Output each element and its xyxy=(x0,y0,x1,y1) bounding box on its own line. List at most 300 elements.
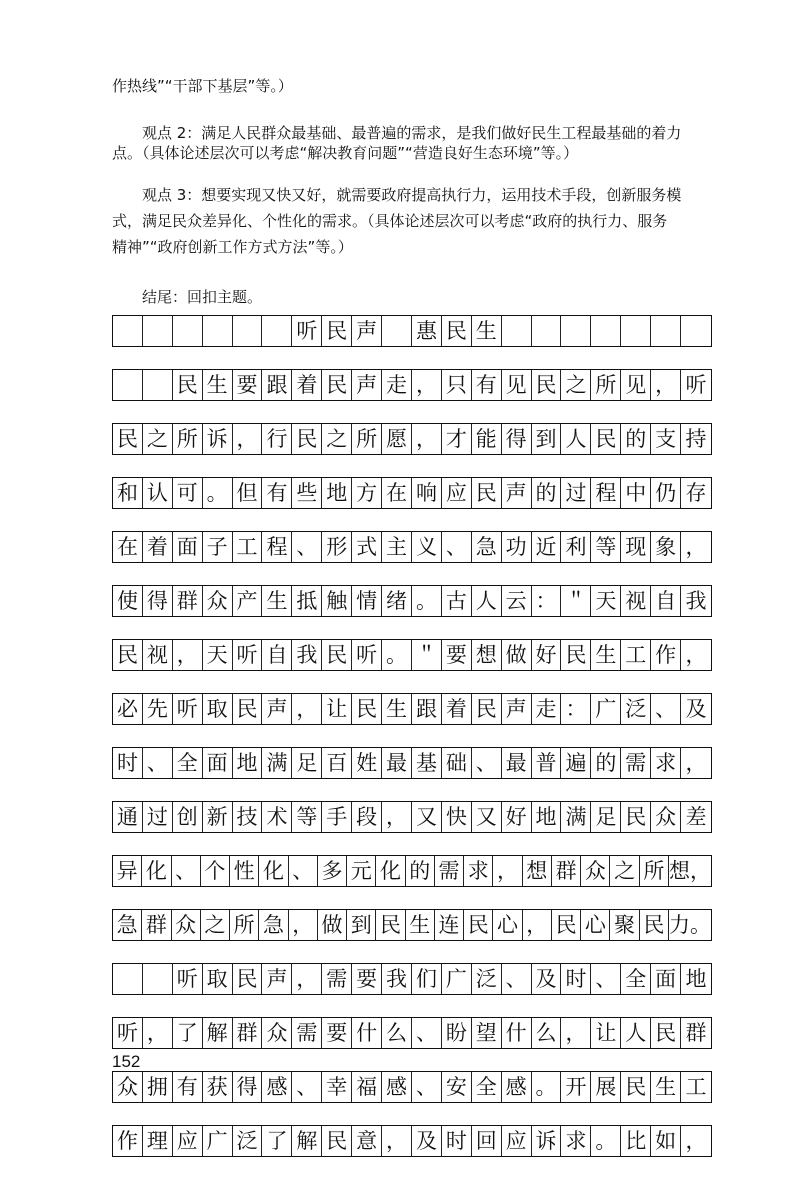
grid-cell: 功 xyxy=(502,532,532,562)
grid-cell: 听 xyxy=(233,640,263,670)
grid-cell: 泛 xyxy=(472,964,502,994)
grid-cell: ， xyxy=(233,424,263,454)
grid-cell: 主 xyxy=(382,532,412,562)
grid-cell: 普 xyxy=(532,748,562,778)
grid-cell: 持 xyxy=(685,426,707,451)
grid-cell: 存 xyxy=(685,480,707,505)
grid-cell: 响 xyxy=(412,478,442,508)
grid-cell: 群 xyxy=(173,586,203,616)
grid-cell: 术 xyxy=(262,802,292,832)
grid-cell: 情 xyxy=(352,586,382,616)
grid-cell: 作 xyxy=(113,1126,143,1156)
grid-cell: 诉 xyxy=(203,424,233,454)
grid-cell: 又 xyxy=(472,802,502,832)
grid-cell: 近 xyxy=(532,532,562,562)
grid-cell: 、 xyxy=(651,694,681,724)
grid-cell: 抵 xyxy=(292,586,322,616)
grid-cell: 、 xyxy=(143,748,173,778)
grid-cell: ， xyxy=(289,910,318,940)
grid-cell: ， xyxy=(493,856,522,886)
point-2-line-2: 点。（具体论述层次可以考虑“解决教育问题”“营造良好生态环境”等。） xyxy=(112,144,579,162)
grid-cell: 时 xyxy=(561,964,591,994)
grid-cell: 化 xyxy=(376,856,405,886)
grid-cell: 足 xyxy=(292,748,322,778)
grid-cell: 。 xyxy=(382,640,412,670)
grid-cell: 民 xyxy=(352,694,382,724)
grid-cell: 需 xyxy=(322,964,352,994)
grid-cell: 了 xyxy=(173,1018,203,1048)
grid-cell: 个 xyxy=(201,856,230,886)
grid-cell: 着 xyxy=(442,694,472,724)
grid-cell: 民 xyxy=(561,640,591,670)
grid-cell: 新 xyxy=(203,802,233,832)
grid-cell: 要 xyxy=(233,370,263,400)
grid-cell: 使 xyxy=(113,586,143,616)
grid-cell: 想 xyxy=(472,640,502,670)
grid-cell: 元 xyxy=(347,856,376,886)
grid-cell: 声 xyxy=(262,694,292,724)
grid-cell: 得 xyxy=(143,586,173,616)
grid-cell: 走 xyxy=(532,694,562,724)
grid-cell: 。 xyxy=(203,478,233,508)
grid-cell: 想 xyxy=(523,856,552,886)
grid-cell: 、 xyxy=(412,1072,442,1102)
point-3-line-1: 观点 3：想要实现又快又好，就需要政府提高执行力，运用技术手段，创新服务模 xyxy=(142,186,682,204)
grid-cell: 生 xyxy=(406,910,435,940)
grid-cell: 做 xyxy=(318,910,347,940)
grid-cell: 所 xyxy=(230,910,259,940)
grid-cell: 民 xyxy=(292,424,322,454)
grid-cell: 民 xyxy=(322,370,352,400)
grid-cell: 获 xyxy=(203,1072,233,1102)
grid-cell: 化 xyxy=(142,856,171,886)
grid-cell: 让 xyxy=(322,694,352,724)
grid-cell: 古 xyxy=(442,586,472,616)
grid-cell: 民 xyxy=(322,640,352,670)
grid-cell: 群 xyxy=(233,1018,263,1048)
grid-cell: 及 xyxy=(532,964,562,994)
grid-cell: 解 xyxy=(292,1126,322,1156)
grid-cell: 行 xyxy=(262,424,292,454)
grid-cell: 比 xyxy=(621,1126,651,1156)
grid-cell: 和 xyxy=(113,478,143,508)
grid-cell: 的 xyxy=(406,856,435,886)
grid-cell: 求 xyxy=(561,1126,591,1156)
grid-cell: 泛 xyxy=(233,1126,263,1156)
grid-cell: 快 xyxy=(442,802,472,832)
grid-cell: 触 xyxy=(322,586,352,616)
grid-cell: 民 xyxy=(113,640,143,670)
grid-cell: 、 xyxy=(472,748,502,778)
grid-cell xyxy=(233,316,263,346)
grid-cell: 生 xyxy=(382,694,412,724)
grid-row xyxy=(112,315,712,347)
grid-cell: 的 xyxy=(532,478,562,508)
grid-cell: 之 xyxy=(561,370,591,400)
grid-cell xyxy=(561,316,591,346)
grid-cell: 中 xyxy=(621,478,651,508)
grid-cell: 手 xyxy=(322,802,352,832)
grid-cell: 需 xyxy=(292,1018,322,1048)
grid-cell: 广 xyxy=(442,964,472,994)
grid-cell: 取 xyxy=(203,964,233,994)
grid-cell xyxy=(382,316,412,346)
grid-cell: 生 xyxy=(651,1072,681,1102)
grid-cell: 回 xyxy=(472,1126,502,1156)
grid-cell: 想， xyxy=(669,858,711,883)
grid-cell: 绪 xyxy=(382,586,412,616)
grid-row xyxy=(112,477,712,509)
grid-cell: 只 xyxy=(442,370,472,400)
grid-cell: 民 xyxy=(233,694,263,724)
grid-cell: 。 xyxy=(591,1126,621,1156)
grid-cell: ， xyxy=(685,1128,707,1153)
grid-cell xyxy=(143,316,173,346)
essay-grid xyxy=(112,315,712,1179)
grid-cell: 求 xyxy=(464,856,493,886)
grid-row xyxy=(112,963,712,995)
grid-cell: 需 xyxy=(435,856,464,886)
grid-cell: 认 xyxy=(143,478,173,508)
grid-cell: 求 xyxy=(651,748,681,778)
grid-cell: ， xyxy=(292,694,322,724)
grid-cell: 要 xyxy=(352,964,382,994)
grid-cell: 时 xyxy=(442,1126,472,1156)
grid-cell: 象 xyxy=(651,532,681,562)
grid-cell: 听 xyxy=(352,640,382,670)
grid-cell xyxy=(113,316,143,346)
grid-row xyxy=(112,855,712,887)
grid-cell: 姓 xyxy=(352,748,382,778)
grid-cell: ， xyxy=(382,802,412,832)
grid-cell: 必 xyxy=(113,694,143,724)
grid-cell: 地 xyxy=(233,748,263,778)
grid-cell: 才 xyxy=(442,424,472,454)
grid-cell: 什 xyxy=(352,1018,382,1048)
grid-cell: 民 xyxy=(621,1072,651,1102)
grid-cell: 所 xyxy=(640,856,669,886)
grid-cell: 听 xyxy=(113,1018,143,1048)
grid-cell: 着 xyxy=(292,370,322,400)
grid-cell: 工 xyxy=(685,1074,707,1099)
grid-cell: 形 xyxy=(322,532,352,562)
grid-cell: 声 xyxy=(352,316,382,346)
grid-cell: 化 xyxy=(259,856,288,886)
grid-cell: 应 xyxy=(173,1126,203,1156)
grid-cell: 跟 xyxy=(262,370,292,400)
grid-cell: 声 xyxy=(502,478,532,508)
grid-row xyxy=(112,747,712,779)
grid-cell: 得 xyxy=(233,1072,263,1102)
grid-cell: 生 xyxy=(472,316,502,346)
grid-cell xyxy=(591,316,621,346)
grid-cell: 众 xyxy=(172,910,201,940)
grid-cell: 应 xyxy=(442,478,472,508)
grid-cell: 视 xyxy=(621,586,651,616)
grid-cell: 什 xyxy=(502,1018,532,1048)
grid-cell: ＂ xyxy=(561,586,591,616)
grid-cell: ， xyxy=(523,910,552,940)
grid-cell: 但 xyxy=(233,478,263,508)
grid-cell: 有 xyxy=(262,478,292,508)
grid-row xyxy=(112,1071,712,1103)
grid-cell: 得 xyxy=(502,424,532,454)
grid-cell: 民 xyxy=(651,1018,681,1048)
grid-row xyxy=(112,369,712,401)
grid-row xyxy=(112,1125,712,1157)
grid-row xyxy=(112,801,712,833)
grid-row xyxy=(112,909,712,941)
grid-cell: ， xyxy=(382,1126,412,1156)
grid-cell: 的 xyxy=(621,424,651,454)
grid-cell: 要 xyxy=(322,1018,352,1048)
grid-cell: 众 xyxy=(262,1018,292,1048)
grid-cell: 面 xyxy=(651,964,681,994)
point-2-text xyxy=(112,123,712,163)
grid-cell: 众 xyxy=(651,802,681,832)
grid-cell: ， xyxy=(412,370,442,400)
grid-cell: 感 xyxy=(262,1072,292,1102)
grid-cell: 全 xyxy=(173,748,203,778)
grid-cell: ， xyxy=(143,1018,173,1048)
grid-cell: 仍 xyxy=(651,478,681,508)
grid-cell: 解 xyxy=(203,1018,233,1048)
grid-cell: 等 xyxy=(591,532,621,562)
grid-cell: 连 xyxy=(435,910,464,940)
grid-cell: 义 xyxy=(412,532,442,562)
grid-cell xyxy=(262,316,292,346)
grid-cell: 聚 xyxy=(610,910,639,940)
point-3-line-2: 式，满足民众差异化、个性化的需求。（具体论述层次可以考虑“政府的执行力、服务 xyxy=(112,212,668,230)
grid-cell: ， xyxy=(412,424,442,454)
grid-cell: 感 xyxy=(382,1072,412,1102)
grid-cell: 听 xyxy=(685,372,707,397)
grid-cell: 应 xyxy=(502,1126,532,1156)
grid-cell: 云 xyxy=(502,586,532,616)
grid-cell: 工 xyxy=(621,640,651,670)
grid-cell: 方 xyxy=(352,478,382,508)
grid-row xyxy=(112,585,712,617)
grid-cell: 础 xyxy=(442,748,472,778)
grid-cell: 性 xyxy=(230,856,259,886)
grid-cell: 天 xyxy=(203,640,233,670)
grid-cell: 、 xyxy=(591,964,621,994)
grid-cell: 感 xyxy=(502,1072,532,1102)
grid-cell: 如 xyxy=(651,1126,681,1156)
grid-cell: ， xyxy=(685,642,707,667)
grid-cell xyxy=(532,316,562,346)
grid-cell xyxy=(502,316,532,346)
grid-cell: 着 xyxy=(143,532,173,562)
grid-cell: 众 xyxy=(203,586,233,616)
grid-cell: 、 xyxy=(172,856,201,886)
grid-cell: 视 xyxy=(143,640,173,670)
grid-cell: 望 xyxy=(472,1018,502,1048)
grid-cell: 所 xyxy=(352,424,382,454)
grid-cell: ， xyxy=(561,1018,591,1048)
grid-cell: 安 xyxy=(442,1072,472,1102)
grid-cell: 走 xyxy=(382,370,412,400)
grid-cell: 展 xyxy=(591,1072,621,1102)
grid-cell: 所 xyxy=(173,424,203,454)
grid-cell: 作 xyxy=(651,640,681,670)
grid-cell: 之 xyxy=(610,856,639,886)
grid-cell: 要 xyxy=(442,640,472,670)
grid-cell: 自 xyxy=(262,640,292,670)
grid-cell: 民 xyxy=(173,370,203,400)
grid-cell: 先 xyxy=(143,694,173,724)
grid-cell: 么 xyxy=(382,1018,412,1048)
grid-cell: 声 xyxy=(502,694,532,724)
grid-cell: 民 xyxy=(621,802,651,832)
grid-cell: 满 xyxy=(262,748,292,778)
grid-row xyxy=(112,531,712,563)
grid-cell: 民 xyxy=(376,910,405,940)
grid-cell: 生 xyxy=(591,640,621,670)
grid-cell: 等 xyxy=(292,802,322,832)
grid-cell: 。 xyxy=(412,586,442,616)
grid-cell: 些 xyxy=(292,478,322,508)
point-3-line-3: 精神”“政府创新工作方式方法”等。） xyxy=(112,238,353,256)
grid-cell: 需 xyxy=(621,748,651,778)
grid-cell xyxy=(143,370,173,400)
grid-cell: 好 xyxy=(532,640,562,670)
grid-cell: 了 xyxy=(262,1126,292,1156)
grid-cell: 可 xyxy=(173,478,203,508)
grid-cell xyxy=(143,964,173,994)
grid-cell: 差 xyxy=(685,804,707,829)
grid-cell: 段 xyxy=(352,802,382,832)
grid-cell: 。 xyxy=(532,1072,562,1102)
grid-cell: 及 xyxy=(685,696,707,721)
grid-cell: 地 xyxy=(685,966,707,991)
grid-cell: ： xyxy=(561,694,591,724)
grid-cell: 技 xyxy=(233,802,263,832)
grid-cell: 创 xyxy=(173,802,203,832)
grid-cell: 利 xyxy=(561,532,591,562)
grid-cell: 生 xyxy=(203,370,233,400)
grid-cell: 声 xyxy=(262,964,292,994)
grid-cell: 满 xyxy=(561,802,591,832)
grid-cell: 及 xyxy=(412,1126,442,1156)
grid-cell: 、 xyxy=(289,856,318,886)
grid-cell: 意 xyxy=(352,1126,382,1156)
grid-cell: 民 xyxy=(322,1126,352,1156)
grid-cell: 开 xyxy=(561,1072,591,1102)
grid-cell: 程 xyxy=(591,478,621,508)
grid-cell: 跟 xyxy=(412,694,442,724)
grid-cell: 最 xyxy=(382,748,412,778)
grid-cell: 听 xyxy=(173,694,203,724)
grid-cell: 民 xyxy=(464,910,493,940)
grid-cell: 心 xyxy=(493,910,522,940)
grid-cell xyxy=(621,316,651,346)
grid-cell: 、 xyxy=(442,532,472,562)
grid-cell: 民 xyxy=(640,910,669,940)
grid-cell: 民 xyxy=(532,370,562,400)
grid-cell: 盼 xyxy=(442,1018,472,1048)
grid-cell: 有 xyxy=(472,370,502,400)
grid-cell: 声 xyxy=(352,370,382,400)
grid-cell: 惠 xyxy=(412,316,442,346)
grid-cell: 人 xyxy=(561,424,591,454)
grid-cell: 能 xyxy=(472,424,502,454)
grid-cell: 天 xyxy=(591,586,621,616)
grid-cell: 全 xyxy=(472,1072,502,1102)
grid-cell: 民 xyxy=(591,424,621,454)
grid-cell: 诉 xyxy=(532,1126,562,1156)
grid-cell: 基 xyxy=(412,748,442,778)
grid-cell: 通 xyxy=(113,802,143,832)
grid-cell: 见 xyxy=(621,370,651,400)
grid-cell: ， xyxy=(173,640,203,670)
grid-cell: 之 xyxy=(201,910,230,940)
intro-line: 作热线”“干部下基层”等。） xyxy=(112,77,293,95)
grid-cell: 做 xyxy=(502,640,532,670)
grid-cell: 取 xyxy=(203,694,233,724)
grid-cell: 生 xyxy=(262,586,292,616)
grid-cell: 民 xyxy=(442,316,472,346)
grid-cell xyxy=(681,316,711,346)
grid-cell: 心 xyxy=(581,910,610,940)
grid-cell: 多 xyxy=(318,856,347,886)
grid-cell: 地 xyxy=(322,478,352,508)
grid-cell xyxy=(173,316,203,346)
grid-cell: 我 xyxy=(292,640,322,670)
grid-cell: 人 xyxy=(472,586,502,616)
page-number: 152 xyxy=(112,1052,141,1071)
grid-cell: 之 xyxy=(143,424,173,454)
grid-row xyxy=(112,639,712,671)
grid-cell: 幸 xyxy=(322,1072,352,1102)
grid-cell: 好 xyxy=(502,802,532,832)
grid-cell: 人 xyxy=(621,1018,651,1048)
grid-cell: 么 xyxy=(532,1018,562,1048)
grid-cell: ， xyxy=(651,370,681,400)
grid-cell: 泛 xyxy=(621,694,651,724)
grid-cell: 见 xyxy=(502,370,532,400)
grid-cell: 产 xyxy=(233,586,263,616)
grid-cell: 足 xyxy=(591,802,621,832)
grid-cell: 民 xyxy=(233,964,263,994)
grid-cell: 民 xyxy=(322,316,352,346)
grid-cell: 异 xyxy=(113,856,142,886)
grid-cell: 民 xyxy=(472,694,502,724)
grid-cell: 、 xyxy=(292,1072,322,1102)
grid-cell: 、 xyxy=(502,964,532,994)
grid-cell: ＂ xyxy=(412,640,442,670)
grid-cell: 急 xyxy=(259,910,288,940)
grid-cell: 全 xyxy=(621,964,651,994)
grid-cell: 广 xyxy=(591,694,621,724)
grid-cell: 工 xyxy=(233,532,263,562)
grid-cell: 们 xyxy=(412,964,442,994)
grid-cell: 过 xyxy=(143,802,173,832)
grid-cell: 急 xyxy=(472,532,502,562)
grid-cell: 所 xyxy=(591,370,621,400)
grid-cell: 最 xyxy=(502,748,532,778)
grid-cell: 群 xyxy=(142,910,171,940)
grid-cell: 、 xyxy=(292,532,322,562)
grid-cell: 力。 xyxy=(669,912,711,937)
grid-cell: 地 xyxy=(532,802,562,832)
grid-cell: 又 xyxy=(412,802,442,832)
grid-cell: ， xyxy=(685,534,707,559)
grid-cell: 百 xyxy=(322,748,352,778)
grid-cell: 时 xyxy=(113,748,143,778)
grid-cell xyxy=(113,370,143,400)
grid-cell: 群 xyxy=(552,856,581,886)
